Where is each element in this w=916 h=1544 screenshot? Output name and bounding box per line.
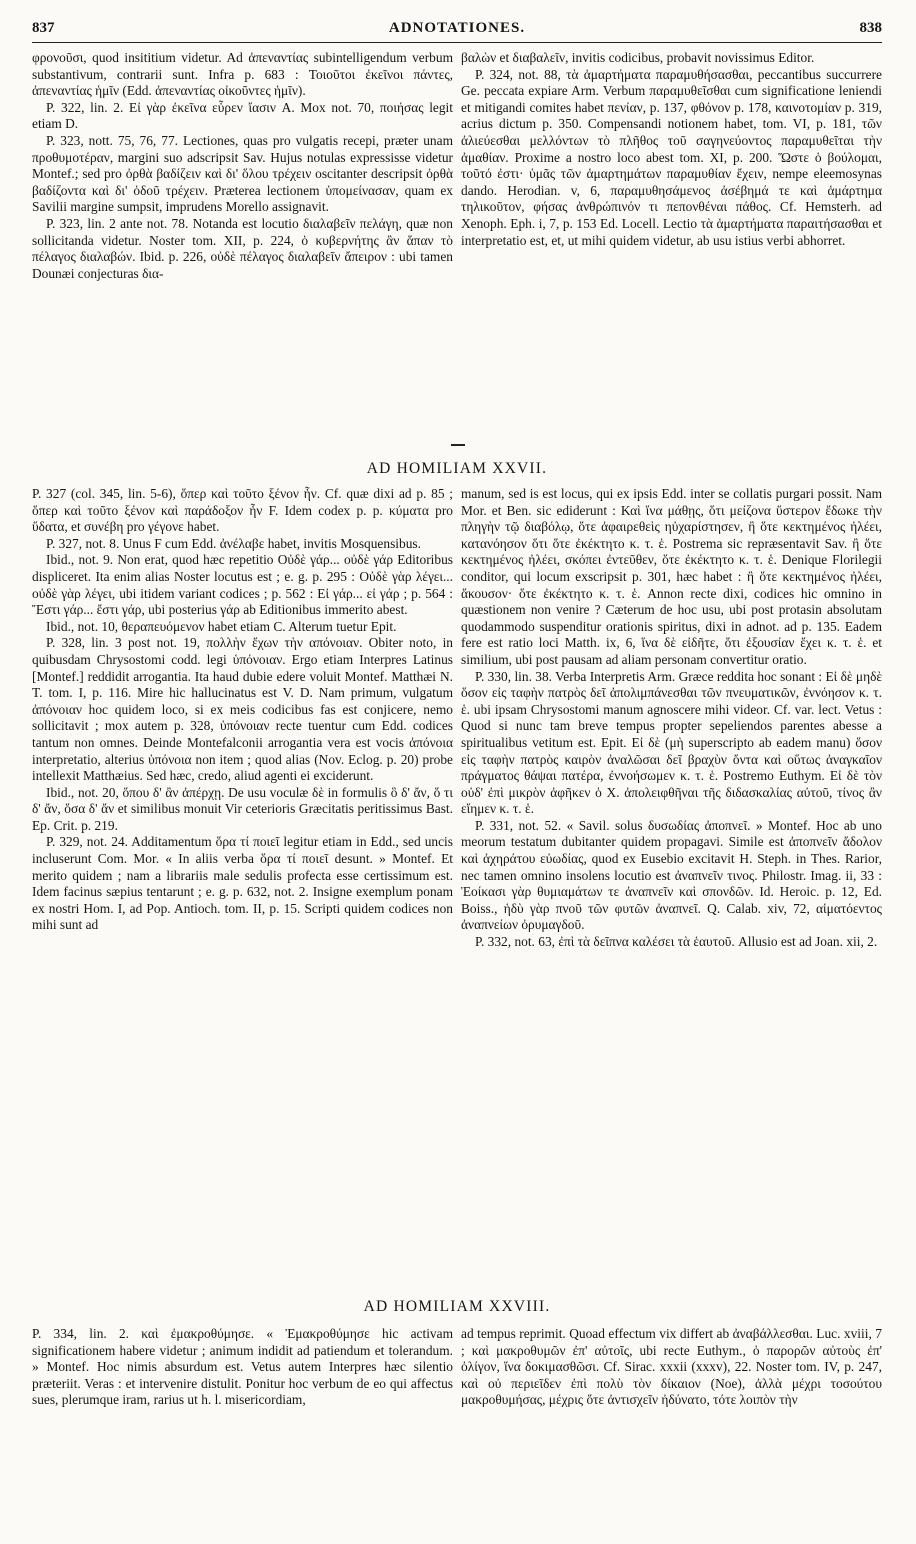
running-header xyxy=(32,18,882,43)
header-title: ADNOTATIONES. xyxy=(388,20,526,36)
right-column xyxy=(461,50,882,436)
note-paragraph: P. 324, not. 88, τὰ ἁμαρτήματα παραμυθήσασθαι, peccantibus succurrere Ge. peccata expiare Arm. Verbum παραμυθεῖσθαι cum significatione leniendi et mitigandi comites habet πενίαν, p. 137, φθόνον p. 178, καινοτομίαν p. 319, acrius dictum p. 350. Compensandi notionem habet, tom. VI, p. 181, τῶν ἀλιεύεσθαι μελλόντων τὸ πλῆθος τοῦ σαγηνεύοντος παραμυθεῖται τὴν ἀμαθίαν. Proxime a nostro loco abest tom. XI, p. 200. Ὥστε ὁ βούλομαι, τοῦτό ἐστι· ὑμᾶς τῶν ἁμαρτημάτων παραμυθίαν ἔχειν, nempe eleemosynas dando. Herodian. v, 6, παραμυθησάμενος ἀσέβημά τε καὶ ἁμάρτημα τηλικοῦτον, φήσας ἀνθρώπινόν τι πεπονθέναι πάθος. Cf. Hemsterh. ad Xenoph. Eph. i, 7, p. 153 Ed. Locell. Lectio τὰ ἁμαρτήματα παραιτήσασθαι et interpretatio est, et, ut mihi quidem videtur, ab usu istius verbi abhorret. xyxy=(461,66,882,248)
bottom-layer xyxy=(0,1290,916,1544)
note-paragraph: P. 334, lin. 2. καὶ ἐμακροθύμησε. « Ἐμακροθύμησε hic activam significationem habere videtur ; animum indidit ad patiendum et tolerandum. » Montef. Hoc nimis absurdum est. Vetus autem Interpres hæc silentio præteriit. Veras : et intervenire distulit. Ponitur hoc verbum de eo qui affectus sues, plerumque iram, rarius ut h. l. misericordiam, xyxy=(32,1326,453,1408)
notes-section-1 xyxy=(32,50,882,436)
left-column xyxy=(32,1326,453,1536)
note-paragraph: Ibid., not. 20, ὅπου δ' ἂν ἀπέρχῃ. De usu voculæ δὲ in formulis ὃ δ' ἄν, ὅ τι δ' ἄν, ὅσα δ' ἄν et similibus monuit Vir ceterioris Græcitatis peritissimus Bast. Ep. Crit. p. 219. xyxy=(32,784,453,833)
note-paragraph: P. 327 (col. 345, lin. 5-6), ὅπερ καὶ τοῦτο ξένον ἦν. Cf. quæ dixi ad p. 85 ; ὅπερ καὶ τοῦτο ξένον καὶ παράδοξον ἦν F. Idem codex p. p. κύματα pro ὕδατα, et συνέβη pro γέγονε habet. xyxy=(32,486,453,535)
note-paragraph: βαλὼν et διαβαλεῖν, invitis codicibus, probavit novissimus Editor. xyxy=(461,50,815,65)
note-paragraph: P. 329, not. 24. Additamentum ὅρα τί ποιεῖ legitur etiam in Edd., sed uncis incluserunt Com. Mor. « In aliis verba ὅρα τί ποιεῖ desunt. » Montef. Et merito quidem ; nam a librariis male sedulis profecta esse certissimum est. Idem facinus sæpius tentarunt ; e. g. p. 632, not. 2. Insigne exemplum ponam ex nostri Hom. I, ad Pop. Antioch. tom. II, p. 15. Scripti quidem codices non mihi sunt ad xyxy=(32,834,453,933)
note-paragraph: ad tempus reprimit. Quoad effectum vix differt ab ἀναβάλλεσθαι. Luc. xviii, 7 ; καὶ μακροθυμῶν ἐπ' αὐτοῖς, ubi recte Euthym., ὁ παρορῶν αὐτοὺς ἐπ' ὀλίγον, ἵνα δοκιμασθῶσι. Cf. Sirac. xxxii (xxxv), 22. Noster tom. IV, p. 247, καὶ οὐ περιεῖδεν ἐπὶ πολὺ τὸν δίκαιον (Noe), ἀλλὰ μέχρι τοσούτου μακροθυμήσας, μέχρις ὅτε ἀντισχεῖν ἠδύνατο, τότε λοιπὸν τὴν xyxy=(461,1326,882,1408)
note-paragraph: Ibid., not. 9. Non erat, quod hæc repetitio Οὐδὲ γάρ... οὐδὲ γάρ Editoribus displiceret. Ita enim alias Noster locutus est ; e. g. p. 295 : Οὐδὲ γὰρ λέγει... οὐδὲ γὰρ λέγει, ubi itidem variant codices ; p. 562 : Εἰ γάρ... εἰ γάρ ; p. 564 : Ἔστι γάρ... ἔστι γάρ, ubi posterius γάρ ab Editionibus immerito abest. xyxy=(32,552,453,618)
note-paragraph: P. 331, not. 52. « Savil. solus δυσωδίας ἀποπνεῖ. » Montef. Hoc ab uno meorum testatum dubitanter quidem propagavi. Simile est ἀποπνεῖν ἄδολον καὶ ἀχηράτου εὐωδίας, quod ex Eusebio excitavit H. Steph. in Thes. Rarior, nec tamen omnino insolens locutio est ἀναπνεῖν τινος. Philostr. Imag. ii, 33 : Ἐοίκασι γὰρ θυμιαμάτων τε ἀναπνεῖν καὶ σπονδῶν. Id. Heroic. p. 12, Ed. Boiss., ἡδὺ γὰρ πνοῦ τῶν φυτῶν ἀναπνεῖ. Q. Calab. xiv, 72, αἱματόεντος ἀναπνείων ὀρυμαγδοῦ. xyxy=(461,817,882,933)
note-paragraph: P. 327, not. 8. Unus F cum Edd. ἀνέλαβε habet, invitis Mosquensibus. xyxy=(46,535,421,551)
note-paragraph: P. 323, nott. 75, 76, 77. Lectiones, quas pro vulgatis recepi, præter unam προθυμοτέραν, margini suo adscripsit Sav. Hujus notulas expressisse videtur Montef.; sed pro ὀρθὰ βαδίζειν καὶ δι' ὅλου τρέχειν oscitanter descripsit ὀρθὰ βαδίζοντα καὶ δι' ὁδοῦ τρέχειν. Præterea lectionem ὑπομείνασαν, quam ex Savilii margine sumpsit, imprudens Morello assignavit. xyxy=(32,132,453,215)
note-paragraph: P. 328, lin. 3 post not. 19, πολλὴν ἔχων τὴν απόνοιαν. Obiter noto, in quibusdam Chrysostomi codd. legi ὑπόνοιαν. Ergo etiam Interpres Latinus [Montef.] reddidit arrogantia. Ita haud dubie edere voluit Montef. Matthæi N. T. tom. I, p. 116. Mire hic hallucinatus est V. D. Nam primum, vulgatum ἀπόνοιαν hoc quidem loco, si ex meis codicibus fas est conjicere, nemo sollicitavit ; mox autem p. 328, ὑπόνοιαν recte tuentur cum Edd. codices tantum non omnes. Deinde Montefalconii arrogantia vera est vocis ἀπόνοια interpretatio, alterius ὑπόνοια non item ; quod alias (Nov. Eclog. p. 20) probe intellexit Matthæius. Sed hæc, credo, aliud agenti ei exciderunt. xyxy=(32,635,453,784)
section-heading-homily-28: AD HOMILIAM XXVIII. xyxy=(363,1298,551,1315)
section-divider xyxy=(451,444,465,446)
note-paragraph: P. 323, lin. 2 ante not. 78. Notanda est locutio διαλαβεῖν πελάγη, quæ non sollicitanda videtur. Noster tom. XII, p. 224, ὁ κυβερνήτης ἂν ἅπαν τὸ πέλαγος διαλαβών. Ibid. p. 226, οὐδὲ πέλαγος διαλαβεῖν ἄπειρον : ubi tamen Dounæi conjecturas δια- xyxy=(32,215,453,281)
section-heading-homily-27: AD HOMILIAM XXVII. xyxy=(366,460,548,477)
note-paragraph: P. 332, not. 63, ἐπὶ τὰ δεῖπνα καλέσει τὰ ἑαυτοῦ. Allusio est ad Joan. xii, 2. xyxy=(475,934,878,950)
note-paragraph: Ibid., not. 10, θεραπευόμενον habet etiam C. Alterum tuetur Epit. xyxy=(46,618,397,634)
note-paragraph: P. 322, lin. 2. Εἰ γὰρ ἐκεῖνα εὗρεν ἴασιν A. Mox not. 70, ποιήσας legit etiam D. xyxy=(32,99,453,132)
page-number-left: 837 xyxy=(32,20,55,36)
notes-section-3 xyxy=(32,1326,882,1536)
left-column xyxy=(32,50,453,436)
note-paragraph: φρονοῦσι, quod insititium videtur. Ad ἀπεναντίας subintelligendum verbum substantivum, contrarii sunt. Infra p. 683 : Τοιοῦτοι ἐκεῖνοι πάντες, ἀπεναντίας ἡμῖν (Edd. ἀπεναντίας οἰκοῦντες ἡμῖν). xyxy=(32,50,453,99)
note-paragraph: manum, sed is est locus, qui ex ipsis Edd. inter se collatis purgari possit. Nam Mor. et Ben. sic ediderunt : Καὶ ἵνα μάθῃς, ὅτι μείζονα ὕστερον ἔδωκε τὴν πληγὴν τῷ διαβόλῳ, ὅτε ἀφαιρεθεὶς ηὐχαρίστησεν, ἢ ὅτε κεκτημένος ἠλέει, κατανόησον ὅτι ὅτε ἐκέκτητο κ. τ. ἑ. Postrema sic repræsentavit Sav. ἢ ὅτε κεκτημένος ἠλέει, σκόπει ἐντεῦθεν, ὅτε ἐκέκτητο κ. τ. ἑ. Denique Florilegii conditor, qui locum exscripsit p. 301, hæc habet : ἢ ὅτε κεκτημένος ἠλέει, ἄκουσον· ὅτε ἐκέκτητο κ. τ. ἑ. Annon recte dixi, codices hic omnino in quæstionem non venire ? Cæterum de hoc usu, ubi post protasin absolutam quodammodo suspenditur orationis spiritus, dixi in adnot. ad p. 135. Eadem fere est ratio loci Matth. ix, 6, ἵνα δὲ εἰδῆτε, ὅτι ἐξουσίαν ἔχει κ. τ. ἑ. et similium, ubi post pausam ad aliam personam convertitur oratio. xyxy=(461,486,882,667)
note-paragraph: P. 330, lin. 38. Verba Interpretis Arm. Græce reddita hoc sonant : Εἰ δὲ μηδὲ ὅσον εἰς ταφὴν πατρὸς δεῖ ἀπολιμπάνεσθαι τῶν πνευματικῶν, ἐννόησον κ. τ. ἑ. ubi ipsam Chrysostomi manum agnoscere mihi videor. Cf. var. lect. Vetus : Quod si nunc tam breve tempus propter sepeliendos parentes abesse a spiritualibus vetitum est. Epit. Εἰ δὲ (μὴ superscripto ab eadem manu) ὅσον εἰς ταφὴν πατρὸς καιρὸν ἀναλῶσαι δεῖ βραχὺν ὄντα καὶ οὕτως ἀναγκαῖον πράγματος θάψαι πατέρα, ἐννοήσωμεν κ. τ. ἑ. Postremo Euthym. Εἰ δὲ τὸν οὐδ' ἐπὶ μικρὸν ἀφῆκεν ὁ X. ἀπολειφθῆναι τῆς διδασκαλίας αὐτοῦ, τίνος ἂν εἴημεν κ. τ. ἑ. xyxy=(461,668,882,817)
right-column xyxy=(461,1326,882,1536)
page-number-right: 838 xyxy=(859,20,882,36)
